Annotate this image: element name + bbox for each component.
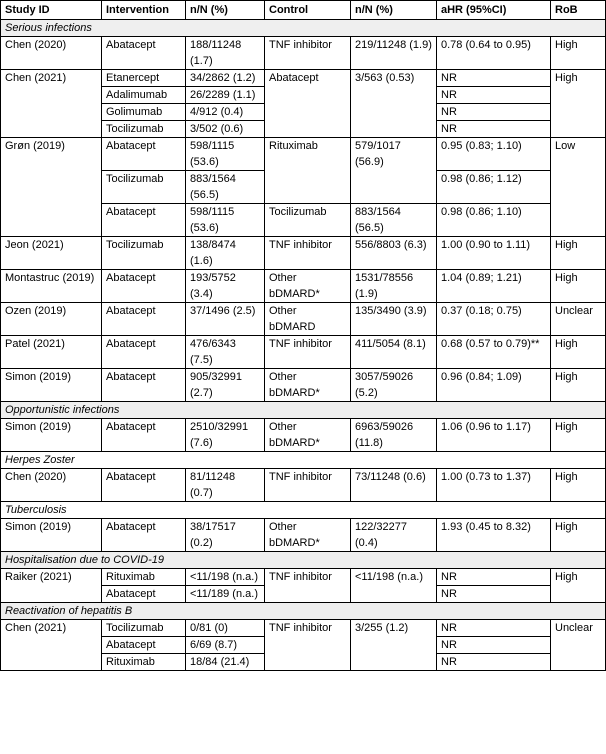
control-cell: Other bDMARD*: [265, 369, 351, 402]
n1-cell: 883/1564 (56.5): [186, 171, 265, 204]
n2-cell: 3/255 (1.2): [351, 620, 437, 671]
table-row: [1, 270, 606, 303]
n2-cell: 219/11248 (1.9): [351, 37, 437, 70]
n2-cell: 883/1564 (56.5): [351, 204, 437, 237]
ahr-cell: NR: [437, 569, 551, 586]
table-row: [1, 419, 606, 452]
rob-cell: High: [551, 469, 606, 502]
control-cell: Other bDMARD: [265, 303, 351, 336]
intervention-cell: Adalimumab: [102, 87, 186, 104]
n1-cell: 476/6343 (7.5): [186, 336, 265, 369]
ahr-cell: NR: [437, 586, 551, 603]
intervention-cell: Abatacept: [102, 586, 186, 603]
rob-cell: High: [551, 237, 606, 270]
header-row: [1, 1, 606, 20]
control-cell: Abatacept: [265, 70, 351, 138]
control-cell: Rituximab: [265, 138, 351, 204]
ahr-cell: NR: [437, 654, 551, 671]
col-header-control: Control: [265, 1, 351, 20]
ahr-cell: 0.78 (0.64 to 0.95): [437, 37, 551, 70]
intervention-cell: Abatacept: [102, 637, 186, 654]
ahr-cell: 0.95 (0.83; 1.10): [437, 138, 551, 171]
study-cell: Simon (2019): [1, 519, 102, 552]
table-row: [1, 70, 606, 87]
section-title: Opportunistic infections: [1, 402, 606, 419]
n2-cell: 135/3490 (3.9): [351, 303, 437, 336]
control-cell: Other bDMARD*: [265, 270, 351, 303]
table-row: [1, 138, 606, 171]
n1-cell: 598/1115 (53.6): [186, 204, 265, 237]
col-header-rob: RoB: [551, 1, 606, 20]
section-row: [1, 20, 606, 37]
rob-cell: Low: [551, 138, 606, 237]
section-title: Hospitalisation due to COVID-19: [1, 552, 606, 569]
section-row: [1, 452, 606, 469]
col-header-n2: n/N (%): [351, 1, 437, 20]
intervention-cell: Tocilizumab: [102, 121, 186, 138]
section-title: Serious infections: [1, 20, 606, 37]
table-row: [1, 519, 606, 552]
n2-cell: 3/563 (0.53): [351, 70, 437, 138]
n1-cell: 4/912 (0.4): [186, 104, 265, 121]
table-row: [1, 569, 606, 586]
n2-cell: <11/198 (n.a.): [351, 569, 437, 603]
n1-cell: 2510/32991 (7.6): [186, 419, 265, 452]
ahr-cell: 1.06 (0.96 to 1.17): [437, 419, 551, 452]
rob-cell: Unclear: [551, 303, 606, 336]
intervention-cell: Rituximab: [102, 569, 186, 586]
control-cell: Tocilizumab: [265, 204, 351, 237]
n1-cell: 138/8474 (1.6): [186, 237, 265, 270]
control-cell: TNF inhibitor: [265, 37, 351, 70]
rob-cell: High: [551, 37, 606, 70]
table-row: [1, 369, 606, 402]
ahr-cell: 0.37 (0.18; 0.75): [437, 303, 551, 336]
ahr-cell: NR: [437, 637, 551, 654]
intervention-cell: Rituximab: [102, 654, 186, 671]
n1-cell: 38/17517 (0.2): [186, 519, 265, 552]
n2-cell: 3057/59026 (5.2): [351, 369, 437, 402]
ahr-cell: 1.04 (0.89; 1.21): [437, 270, 551, 303]
table-row: [1, 37, 606, 70]
intervention-cell: Abatacept: [102, 469, 186, 502]
intervention-cell: Abatacept: [102, 204, 186, 237]
col-header-study: Study ID: [1, 1, 102, 20]
table-row: [1, 469, 606, 502]
study-cell: Simon (2019): [1, 419, 102, 452]
control-cell: TNF inhibitor: [265, 620, 351, 671]
rob-cell: High: [551, 70, 606, 138]
table-row: [1, 620, 606, 637]
section-row: [1, 603, 606, 620]
ahr-cell: 1.00 (0.73 to 1.37): [437, 469, 551, 502]
n1-cell: 0/81 (0): [186, 620, 265, 637]
n2-cell: 122/32277 (0.4): [351, 519, 437, 552]
rob-cell: High: [551, 419, 606, 452]
rob-cell: High: [551, 369, 606, 402]
study-cell: Simon (2019): [1, 369, 102, 402]
rob-cell: Unclear: [551, 620, 606, 671]
ahr-cell: 1.93 (0.45 to 8.32): [437, 519, 551, 552]
intervention-cell: Abatacept: [102, 138, 186, 171]
study-cell: Ozen (2019): [1, 303, 102, 336]
study-cell: Raiker (2021): [1, 569, 102, 603]
control-cell: TNF inhibitor: [265, 237, 351, 270]
study-cell: Montastruc (2019): [1, 270, 102, 303]
ahr-cell: NR: [437, 104, 551, 121]
n1-cell: 18/84 (21.4): [186, 654, 265, 671]
section-title: Reactivation of hepatitis B: [1, 603, 606, 620]
study-cell: Grøn (2019): [1, 138, 102, 237]
n1-cell: 34/2862 (1.2): [186, 70, 265, 87]
n1-cell: 3/502 (0.6): [186, 121, 265, 138]
n1-cell: 37/1496 (2.5): [186, 303, 265, 336]
control-cell: Other bDMARD*: [265, 519, 351, 552]
ahr-cell: NR: [437, 87, 551, 104]
rob-cell: High: [551, 519, 606, 552]
rob-cell: High: [551, 270, 606, 303]
n2-cell: 411/5054 (8.1): [351, 336, 437, 369]
ahr-cell: NR: [437, 70, 551, 87]
n1-cell: 81/11248 (0.7): [186, 469, 265, 502]
control-cell: TNF inhibitor: [265, 469, 351, 502]
intervention-cell: Abatacept: [102, 336, 186, 369]
ahr-cell: 0.68 (0.57 to 0.79)**: [437, 336, 551, 369]
study-cell: Chen (2021): [1, 620, 102, 671]
intervention-cell: Abatacept: [102, 369, 186, 402]
intervention-cell: Tocilizumab: [102, 171, 186, 204]
n2-cell: 73/11248 (0.6): [351, 469, 437, 502]
n1-cell: <11/198 (n.a.): [186, 569, 265, 586]
col-header-n1: n/N (%): [186, 1, 265, 20]
rob-cell: High: [551, 336, 606, 369]
section-row: [1, 552, 606, 569]
study-cell: Chen (2020): [1, 37, 102, 70]
study-cell: Chen (2020): [1, 469, 102, 502]
intervention-cell: Golimumab: [102, 104, 186, 121]
intervention-cell: Abatacept: [102, 303, 186, 336]
n1-cell: 193/5752 (3.4): [186, 270, 265, 303]
study-cell: Chen (2021): [1, 70, 102, 138]
intervention-cell: Abatacept: [102, 37, 186, 70]
col-header-ahr: aHR (95%CI): [437, 1, 551, 20]
ahr-cell: 0.96 (0.84; 1.09): [437, 369, 551, 402]
ahr-cell: NR: [437, 620, 551, 637]
n1-cell: 188/11248 (1.7): [186, 37, 265, 70]
intervention-cell: Abatacept: [102, 419, 186, 452]
control-cell: TNF inhibitor: [265, 336, 351, 369]
n2-cell: 579/1017 (56.9): [351, 138, 437, 204]
control-cell: TNF inhibitor: [265, 569, 351, 603]
n1-cell: 905/32991 (2.7): [186, 369, 265, 402]
n1-cell: 6/69 (8.7): [186, 637, 265, 654]
study-cell: Patel (2021): [1, 336, 102, 369]
ahr-cell: 0.98 (0.86; 1.12): [437, 171, 551, 204]
section-title: Tuberculosis: [1, 502, 606, 519]
n2-cell: 6963/59026 (11.8): [351, 419, 437, 452]
n1-cell: <11/189 (n.a.): [186, 586, 265, 603]
table-row: [1, 237, 606, 270]
n1-cell: 598/1115 (53.6): [186, 138, 265, 171]
study-cell: Jeon (2021): [1, 237, 102, 270]
table-row: [1, 336, 606, 369]
intervention-cell: Abatacept: [102, 270, 186, 303]
table-row: [1, 303, 606, 336]
intervention-cell: Abatacept: [102, 519, 186, 552]
ahr-cell: 0.98 (0.86; 1.10): [437, 204, 551, 237]
col-header-intervention: Intervention: [102, 1, 186, 20]
section-title: Herpes Zoster: [1, 452, 606, 469]
section-row: [1, 402, 606, 419]
control-cell: Other bDMARD*: [265, 419, 351, 452]
section-row: [1, 502, 606, 519]
ahr-cell: 1.00 (0.90 to 1.11): [437, 237, 551, 270]
rob-cell: High: [551, 569, 606, 603]
ahr-cell: NR: [437, 121, 551, 138]
n1-cell: 26/2289 (1.1): [186, 87, 265, 104]
intervention-cell: Etanercept: [102, 70, 186, 87]
intervention-cell: Tocilizumab: [102, 620, 186, 637]
n2-cell: 1531/78556 (1.9): [351, 270, 437, 303]
intervention-cell: Tocilizumab: [102, 237, 186, 270]
n2-cell: 556/8803 (6.3): [351, 237, 437, 270]
